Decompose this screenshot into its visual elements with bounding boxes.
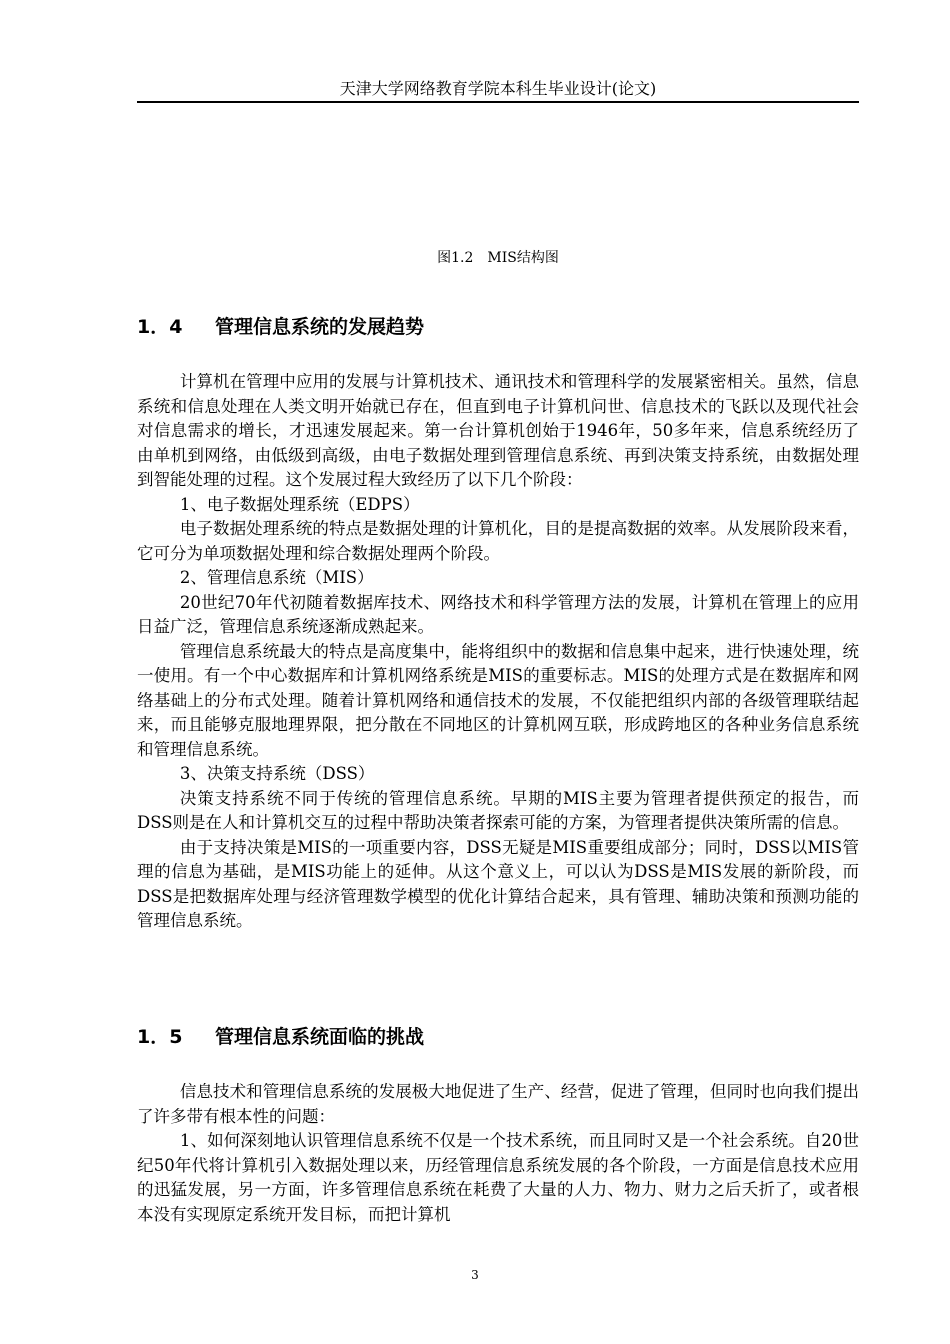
section-title: 管理信息系统的发展趋势 bbox=[215, 316, 425, 338]
section-number: 1．4 bbox=[137, 316, 183, 338]
paragraph: 1、如何深刻地认识管理信息系统不仅是一个技术系统，而且同时又是一个社会系统。自20世纪50年代将计算机引入数据处理以来，历经管理信息系统发展的各个阶段，一方面是信息技术应用的迅猛发展，另一方面，许多管理信息系统在耗费了大量的人力、物力、财力之后夭折了，或者根本没有实现原定系统开发目标，而把计算机 bbox=[137, 1131, 859, 1224]
paragraph: 信息技术和管理信息系统的发展极大地促进了生产、经营，促进了管理，但同时也向我们提出了许多带有根本性的问题： bbox=[137, 1082, 859, 1126]
paragraph: 2、管理信息系统（MIS） bbox=[179, 568, 374, 587]
paragraph: 由于支持决策是MIS的一项重要内容，DSS无疑是MIS重要组成部分；同时，DSS以MIS管理的信息为基础，是MIS功能上的延伸。从这个意义上，可以认为DSS是MIS发展的新阶段，而DSS是把数据库处理与经济管理数学模型的优化计算结合起来，具有管理、辅助决策和预测功能的管理信息系统。 bbox=[137, 837, 859, 930]
section-heading-1-4 bbox=[137, 314, 859, 340]
section-heading-1-5 bbox=[137, 1024, 859, 1050]
paragraph: 电子数据处理系统的特点是数据处理的计算机化，目的是提高数据的效率。从发展阶段来看，它可分为单项数据处理和综合数据处理两个阶段。 bbox=[137, 519, 859, 563]
paragraph: 3、决策支持系统（DSS） bbox=[179, 764, 375, 783]
running-header: 天津大学网络教育学院本科生毕业设计(论文) bbox=[339, 79, 657, 98]
paragraph: 管理信息系统最大的特点是高度集中，能将组织中的数据和信息集中起来，进行快速处理，统一使用。有一个中心数据库和计算机网络系统是MIS的重要标志。MIS的处理方式是在数据库和网络基础上的分布式处理。随着计算机网络和通信技术的发展，不仅能把组织内部的各级管理联结起来，而且能够克服地理界限，把分散在不同地区的计算机网互联，形成跨地区的各种业务信息系统和管理信息系统。 bbox=[137, 641, 859, 759]
paragraph: 20世纪70年代初随着数据库技术、网络技术和科学管理方法的发展，计算机在管理上的应用日益广泛，管理信息系统逐渐成熟起来。 bbox=[137, 592, 859, 636]
section-number: 1．5 bbox=[137, 1026, 183, 1048]
page-number: 3 bbox=[471, 1268, 479, 1282]
header-divider bbox=[137, 101, 859, 103]
section-body-1-5 bbox=[137, 1080, 859, 1227]
section-body-1-4 bbox=[137, 370, 859, 934]
section-title: 管理信息系统面临的挑战 bbox=[215, 1026, 425, 1048]
figure-caption: 图1.2 MIS结构图 bbox=[437, 250, 559, 266]
paragraph: 1、电子数据处理系统（EDPS） bbox=[179, 494, 420, 514]
paragraph: 决策支持系统不同于传统的管理信息系统。早期的MIS主要为管理者提供预定的报告，而DSS则是在人和计算机交互的过程中帮助决策者探索可能的方案，为管理者提供决策所需的信息。 bbox=[137, 788, 859, 832]
paragraph: 计算机在管理中应用的发展与计算机技术、通讯技术和管理科学的发展紧密相关。虽然，信息系统和信息处理在人类文明开始就已存在，但直到电子计算机问世、信息技术的飞跃以及现代社会对信息需求的增长，才迅速发展起来。第一台计算机创始于1946年，50多年来，信息系统经历了由单机到网络，由低级到高级，由电子数据处理到管理信息系统、再到决策支持系统，由数据处理到智能处理的过程。这个发展过程大致经历了以下几个阶段： bbox=[137, 372, 859, 489]
